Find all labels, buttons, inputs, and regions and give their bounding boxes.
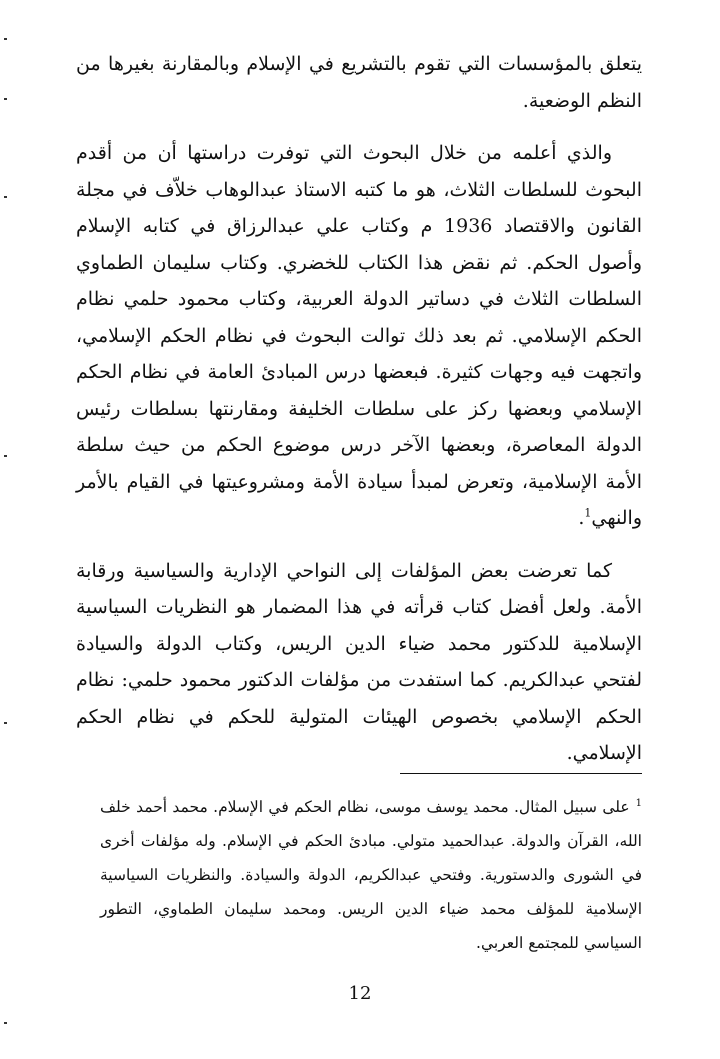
margin-mark [4,196,7,198]
footnote-reference[interactable]: 1 [584,506,592,520]
margin-mark [4,722,7,724]
paragraph-2-end: . [578,507,585,529]
footnotes [100,790,642,960]
footnote-1 [100,790,642,960]
footnote-number: 1 [635,797,642,809]
paragraph-3: كما تعرضت بعض المؤلفات إلى النواحي الإدارية والسياسية ورقابة الأمة. ولعل أفضل كتاب قرأته في هذا المضمار هو النظريات السياسية الإسلامية للدكتور محمد ضياء الدين الريس، وكتاب الدولة والسيادة لفتحي عبدالكريم. كما استفدت من مؤلفات الدكتور محمود حلمي: نظام الحكم الإسلامي بخصوص الهيئات المتولية للحكم في نظام الحكم الإسلامي. [76,559,642,764]
paragraph-2-text: والذي أعلمه من خلال البحوث التي توفرت دراستها أن من أقدم البحوث للسلطات الثلاث، هو ما كتبه الاستاذ عبدالوهاب خلاّف في مجلة القانون والاقتصاد 1936 م وكتاب علي عبدالرزاق في كتابه الإسلام وأصول الحكم. ثم نقض هذا الكتاب للخضري. وكتاب سليمان الطماوي السلطات الثلاث في دساتير الدولة العربية، وكتاب محمود حلمي نظام الحكم الإسلامي. ثم بعد ذلك توالت البحوث في نظام الحكم الإسلامي، واتجهت فيه وجهات كثيرة. فبعضها درس المبادئ العامة في نظام الحكم الإسلامي وبعضها ركز على سلطات الخليفة ومقارنتها بسلطات رئيس الدولة المعاصرة، وبعضها الآخر درس موضوع الحكم من حيث سلطة الأمة الإسلامية، وتعرض لمبدأ سيادة الأمة ومشروعيتها في القيام بالأمر والنهي [76,142,642,529]
page-number: 12 [348,983,372,1004]
margin-mark [4,455,7,457]
margin-mark [4,38,7,40]
paragraph-2 [76,135,642,537]
main-text [76,46,642,788]
margin-mark [4,98,7,100]
footnote-text: على سبيل المثال. محمد يوسف موسى، نظام الحكم في الإسلام. محمد أحمد خلف الله، القرآن والدولة. عبدالحميد متولي. مبادئ الحكم في الإسلام. وله مؤلفات أخرى في الشورى والدستورية. وفتحي عبدالكريم، الدولة والسيادة. والنظريات السياسية الإسلامية للمؤلف محمد ضياء الدين الريس. ومحمد سليمان الطماوي، التطور السياسي للمجتمع العربي. [100,798,642,952]
paragraph-1: يتعلق بالمؤسسات التي تقوم بالتشريع في الإسلام وبالمقارنة بغيرها من النظم الوضعية. [76,53,642,112]
footnote-divider [400,773,642,774]
margin-mark [4,1022,7,1024]
